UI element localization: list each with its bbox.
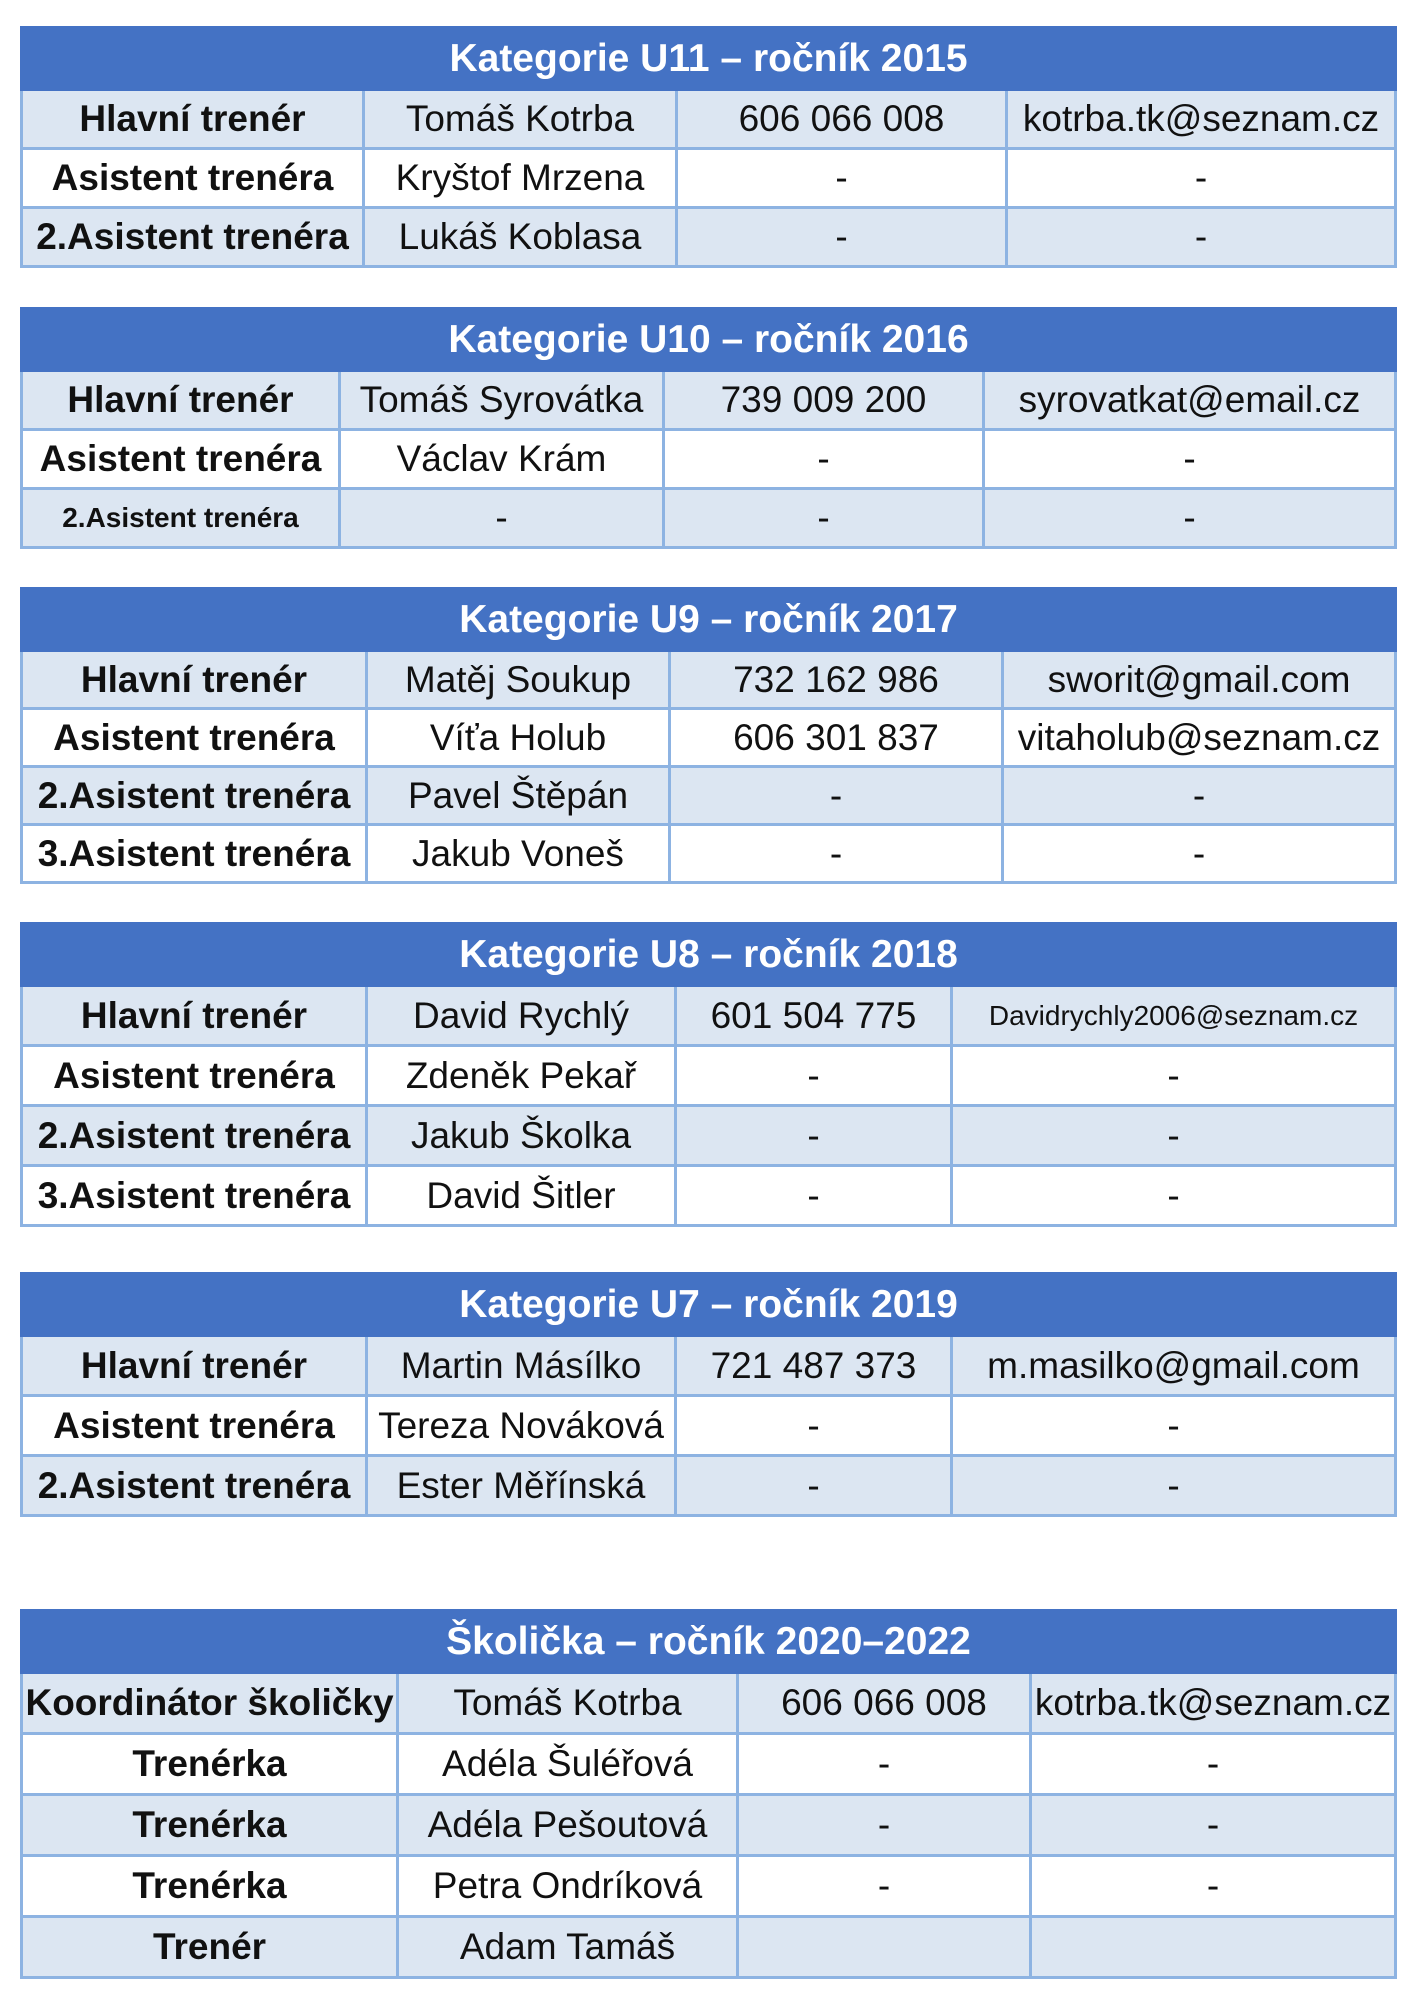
category-table-skolicka: [20, 1609, 1397, 1979]
coach-email: -: [984, 430, 1396, 489]
role-label: 2.Asistent trenéra: [22, 1456, 367, 1516]
coach-phone: -: [676, 1106, 952, 1166]
coach-phone: 606 066 008: [738, 1673, 1031, 1734]
role-label: 2.Asistent trenéra: [22, 489, 340, 548]
coach-phone: -: [676, 1166, 952, 1226]
coach-name: Adéla Pešoutová: [398, 1795, 738, 1856]
coach-email: -: [1031, 1856, 1396, 1917]
category-table-u10: [20, 307, 1397, 549]
role-label: Hlavní trenér: [22, 371, 340, 430]
coach-phone: -: [677, 208, 1007, 267]
role-label: Trenér: [22, 1917, 398, 1978]
coach-phone: -: [670, 825, 1003, 883]
category-table-u7: [20, 1272, 1397, 1517]
role-label: Asistent trenéra: [22, 1046, 367, 1106]
coach-phone: -: [664, 430, 984, 489]
role-label: Hlavní trenér: [22, 986, 367, 1046]
coach-phone: -: [738, 1856, 1031, 1917]
coach-email: -: [952, 1396, 1396, 1456]
role-label: Trenérka: [22, 1734, 398, 1795]
coach-name: Martin Másílko: [367, 1336, 676, 1396]
category-table-u11: [20, 26, 1397, 268]
role-label: Hlavní trenér: [22, 651, 367, 709]
coach-name: Tereza Nováková: [367, 1396, 676, 1456]
role-label: 2.Asistent trenéra: [22, 208, 364, 267]
coach-name: Jakub Voneš: [367, 825, 670, 883]
coach-phone: -: [676, 1046, 952, 1106]
coach-email: -: [1003, 825, 1396, 883]
category-title: Kategorie U8 – ročník 2018: [22, 924, 1396, 986]
coach-name: Pavel Štěpán: [367, 767, 670, 825]
coach-email: [1031, 1917, 1396, 1978]
coach-name: Zdeněk Pekař: [367, 1046, 676, 1106]
coach-name: David Rychlý: [367, 986, 676, 1046]
coach-name: Kryštof Mrzena: [364, 149, 677, 208]
coach-email: -: [1031, 1734, 1396, 1795]
coach-email: -: [952, 1166, 1396, 1226]
coach-email: sworit@gmail.com: [1003, 651, 1396, 709]
role-label: Trenérka: [22, 1795, 398, 1856]
coach-name: Adam Tamáš: [398, 1917, 738, 1978]
coach-email: syrovatkat@email.cz: [984, 371, 1396, 430]
coach-phone: -: [677, 149, 1007, 208]
coach-name: Tomáš Kotrba: [398, 1673, 738, 1734]
coach-phone: -: [738, 1734, 1031, 1795]
coach-name: Matěj Soukup: [367, 651, 670, 709]
category-table-u9: [20, 587, 1397, 884]
coach-phone: -: [676, 1456, 952, 1516]
category-table-u8: [20, 922, 1397, 1227]
coach-email: vitaholub@seznam.cz: [1003, 709, 1396, 767]
role-label: Asistent trenéra: [22, 1396, 367, 1456]
coach-name: Lukáš Koblasa: [364, 208, 677, 267]
coach-email: kotrba.tk@seznam.cz: [1031, 1673, 1396, 1734]
coach-email: -: [1007, 149, 1396, 208]
coach-email: Davidrychly2006@seznam.cz: [952, 986, 1396, 1046]
coach-email: -: [984, 489, 1396, 548]
category-title: Kategorie U10 – ročník 2016: [22, 309, 1396, 371]
role-label: Trenérka: [22, 1856, 398, 1917]
coach-phone: -: [670, 767, 1003, 825]
coach-email: -: [1031, 1795, 1396, 1856]
role-label: 2.Asistent trenéra: [22, 767, 367, 825]
coach-name: David Šitler: [367, 1166, 676, 1226]
coach-phone: 606 066 008: [677, 90, 1007, 149]
coach-phone: 721 487 373: [676, 1336, 952, 1396]
category-title: Školička – ročník 2020–2022: [22, 1611, 1396, 1673]
coach-name: Víťa Holub: [367, 709, 670, 767]
coach-phone: -: [738, 1795, 1031, 1856]
coach-phone: 606 301 837: [670, 709, 1003, 767]
coach-email: -: [952, 1046, 1396, 1106]
coach-email: -: [952, 1106, 1396, 1166]
role-label: 3.Asistent trenéra: [22, 1166, 367, 1226]
role-label: Asistent trenéra: [22, 430, 340, 489]
coach-email: m.masilko@gmail.com: [952, 1336, 1396, 1396]
coach-email: kotrba.tk@seznam.cz: [1007, 90, 1396, 149]
coach-phone: -: [676, 1396, 952, 1456]
coach-phone: [738, 1917, 1031, 1978]
coach-name: Tomáš Syrovátka: [340, 371, 664, 430]
coach-email: -: [952, 1456, 1396, 1516]
coach-phone: 601 504 775: [676, 986, 952, 1046]
coach-name: Jakub Školka: [367, 1106, 676, 1166]
role-label: Hlavní trenér: [22, 1336, 367, 1396]
role-label: Hlavní trenér: [22, 90, 364, 149]
coach-phone: 732 162 986: [670, 651, 1003, 709]
coach-name: Ester Měřínská: [367, 1456, 676, 1516]
coach-email: -: [1003, 767, 1396, 825]
role-label: Koordinátor školičky: [22, 1673, 398, 1734]
coach-email: -: [1007, 208, 1396, 267]
category-title: Kategorie U11 – ročník 2015: [22, 28, 1396, 90]
role-label: 2.Asistent trenéra: [22, 1106, 367, 1166]
coach-name: Petra Ondríková: [398, 1856, 738, 1917]
role-label: Asistent trenéra: [22, 709, 367, 767]
role-label: Asistent trenéra: [22, 149, 364, 208]
category-title: Kategorie U9 – ročník 2017: [22, 589, 1396, 651]
coach-name: Tomáš Kotrba: [364, 90, 677, 149]
coach-name: Václav Krám: [340, 430, 664, 489]
role-label: 3.Asistent trenéra: [22, 825, 367, 883]
coach-phone: 739 009 200: [664, 371, 984, 430]
coach-name: -: [340, 489, 664, 548]
coach-name: Adéla Šuléřová: [398, 1734, 738, 1795]
coach-phone: -: [664, 489, 984, 548]
category-title: Kategorie U7 – ročník 2019: [22, 1274, 1396, 1336]
